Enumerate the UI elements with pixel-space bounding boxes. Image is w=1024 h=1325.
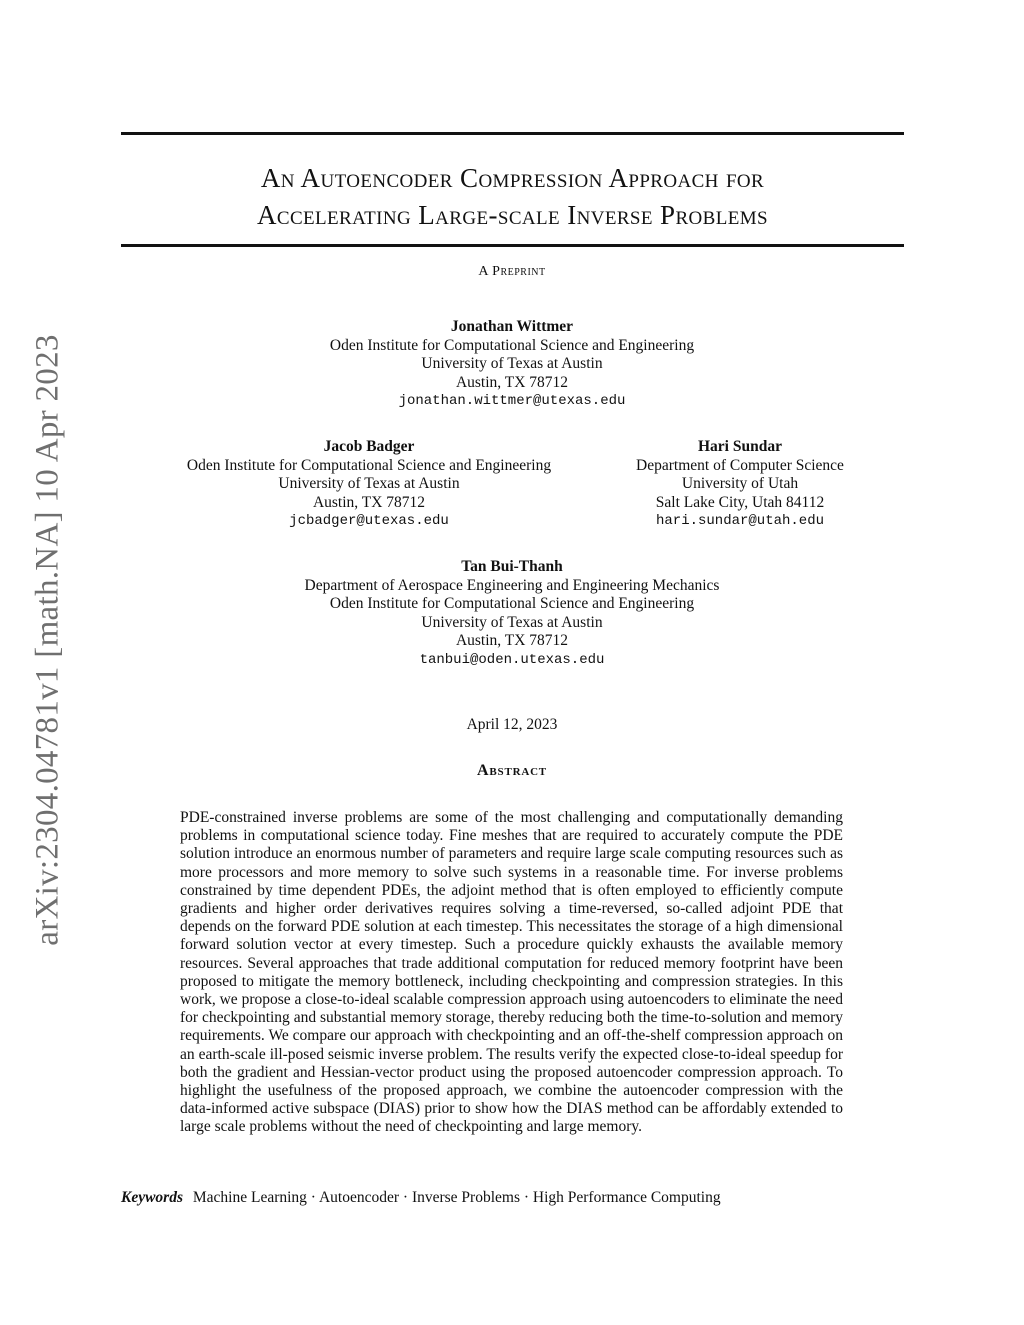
author-email[interactable]: hari.sundar@utah.edu bbox=[655, 513, 825, 529]
author-email[interactable]: jcbadger@utexas.edu bbox=[289, 513, 449, 529]
title-bottom-rule bbox=[121, 244, 904, 247]
keywords-line bbox=[121, 1189, 904, 1207]
preprint-label: A Preprint bbox=[478, 264, 546, 279]
title-line-2: Accelerating Large-scale Inverse Problems bbox=[257, 200, 768, 230]
paper-title bbox=[121, 160, 904, 234]
author-name: Jonathan Wittmer bbox=[450, 318, 574, 335]
author-block-bui-thanh bbox=[212, 558, 812, 669]
author-name: Hari Sundar bbox=[698, 438, 782, 455]
author-block-wittmer bbox=[212, 318, 812, 411]
author-affiliation-line: University of Texas at Austin bbox=[421, 355, 603, 372]
author-affiliation-line: Department of Computer Science bbox=[636, 456, 844, 474]
author-affiliation-line: University of Texas at Austin bbox=[278, 475, 460, 492]
author-affiliation-line: Oden Institute for Computational Science and Engineering bbox=[329, 595, 695, 612]
author-block-badger bbox=[130, 438, 608, 531]
author-affiliation-line: University of Texas at Austin bbox=[421, 613, 603, 631]
arxiv-identifier-stamp: arXiv:2304.04781v1 [math.NA] 10 Apr 2023 bbox=[29, 334, 66, 946]
publication-date: April 12, 2023 bbox=[466, 716, 558, 733]
author-block-sundar bbox=[600, 438, 880, 531]
author-affiliation-line: University of Utah bbox=[681, 475, 799, 492]
author-name: Jacob Badger bbox=[323, 438, 415, 455]
abstract-text: PDE-constrained inverse problems are some of the most challenging and computationally demanding problems in computational science today. Fine meshes that are required to accurately compute the PDE solution introduce an enormous number of parameters and require large scale computing resources such as more processors and more memory to solve such systems in a reasonable time. For inverse problems constrained by time dependent PDEs, the adjoint method that is often employed to efficiently compute gradients and higher order derivatives requires solving a time-reversed, so-called adjoint PDE that depends on the forward PDE solution at each timestep. This necessitates the storage of a high dimensional forward solution vector at every timestep. Such a procedure quickly exhausts the available memory resources. Several approaches that trade additional computation for reduced memory footprint have been proposed to mitigate the memory bottleneck, including checkpointing and compression strategies. In this work, we propose a close-to-ideal scalable compression approach using autoencoders to eliminate the need for checkpointing and substantial memory storage, thereby reducing both the time-to-solution and memory requirements. We compare our approach with checkpointing and an off-the-shelf compression approach on an earth-scale ill-posed seismic inverse problem. The results verify the expected close-to-ideal speedup for both the gradient and Hessian-vector product using the proposed autoencoder compression approach. To highlight the usefulness of the proposed approach, we combine the autoencoder compression with the data-informed active subspace (DIAS) prior to show how the DIAS method can be affordably extended to large scale problems without the need of checkpointing and large memory. bbox=[180, 809, 843, 1136]
keywords-list: Machine Learning · Autoencoder · Inverse Problems · High Performance Computing bbox=[192, 1189, 721, 1206]
author-affiliation-line: Austin, TX 78712 bbox=[455, 632, 569, 649]
author-email[interactable]: tanbui@oden.utexas.edu bbox=[419, 651, 605, 668]
author-affiliation-line: Oden Institute for Computational Science and Engineering bbox=[186, 456, 552, 474]
author-email[interactable]: jonathan.wittmer@utexas.edu bbox=[398, 393, 626, 409]
keywords-label: Keywords bbox=[121, 1189, 183, 1206]
title-line-1: An Autoencoder Compression Approach for bbox=[260, 163, 765, 193]
author-affiliation-line: Oden Institute for Computational Science and Engineering bbox=[329, 336, 695, 354]
author-name: Tan Bui-Thanh bbox=[461, 558, 563, 575]
title-top-rule bbox=[121, 132, 904, 135]
author-affiliation-line: Salt Lake City, Utah 84112 bbox=[655, 493, 825, 511]
author-affiliation-line: Austin, TX 78712 bbox=[312, 493, 426, 511]
author-affiliation-line: Austin, TX 78712 bbox=[455, 373, 569, 391]
abstract-heading: Abstract bbox=[477, 762, 547, 779]
author-affiliation-line: Department of Aerospace Engineering and Engineering Mechanics bbox=[304, 576, 720, 594]
